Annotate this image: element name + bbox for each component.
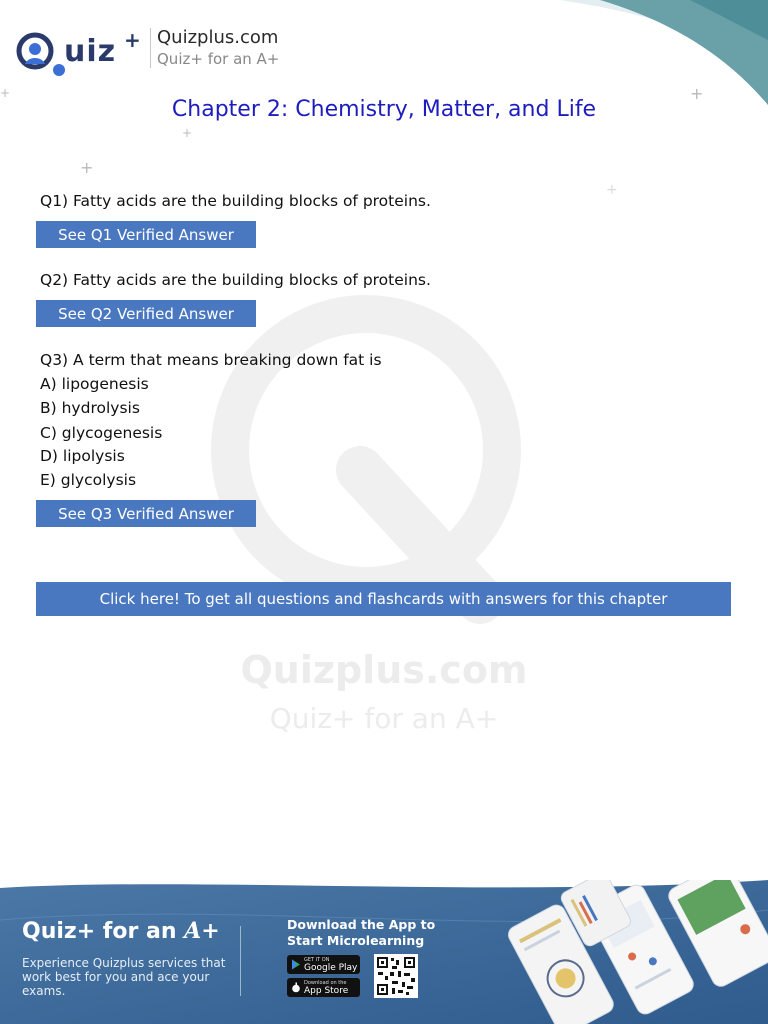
app-store-button[interactable]: [287, 978, 360, 997]
watermark-tagline: Quiz+ for an A+: [269, 702, 499, 735]
decorative-plus-icon: +: [0, 86, 11, 100]
logo-plus: +: [124, 28, 141, 52]
decorative-plus-icon: +: [80, 158, 94, 177]
question-3-option-c: C) glycogenesis: [40, 424, 163, 442]
see-q3-answer-button[interactable]: See Q3 Verified Answer: [36, 500, 256, 527]
see-q1-answer-button[interactable]: See Q1 Verified Answer: [36, 221, 256, 248]
footer-description: Experience Quizplus services that work best for you and ace your exams.: [22, 956, 226, 998]
question-3-text: Q3) A term that means breaking down fat is: [40, 351, 382, 369]
decorative-plus-icon: +: [690, 84, 704, 103]
logo-wordmark: uiz: [64, 34, 117, 69]
question-3-option-a: A) lipogenesis: [40, 375, 149, 393]
apple-icon: [291, 982, 301, 993]
see-q2-answer-button[interactable]: See Q2 Verified Answer: [36, 300, 256, 327]
footer-title-grade: A+: [184, 918, 220, 944]
decorative-plus-icon: +: [606, 182, 618, 198]
qr-code-icon[interactable]: [374, 954, 418, 998]
get-all-questions-button[interactable]: Click here! To get all questions and flashcards with answers for this chapter: [36, 582, 731, 616]
app-phones-illustration: [500, 880, 768, 1024]
footer-divider: [240, 926, 241, 996]
question-2-text: Q2) Fatty acids are the building blocks of proteins.: [40, 271, 431, 289]
app-store-label: App Store: [304, 985, 349, 996]
google-play-button[interactable]: [287, 955, 360, 974]
question-3-option-b: B) hydrolysis: [40, 399, 140, 417]
brand-tagline: Quiz+ for an A+: [157, 50, 280, 68]
google-play-icon: [291, 959, 301, 970]
brand-name[interactable]: Quizplus.com: [157, 27, 279, 48]
google-play-small-label: GET IT ON: [304, 956, 330, 963]
google-play-label: Google Play: [304, 962, 358, 973]
footer-download-text: Download the App to Start Microlearning: [287, 917, 436, 948]
question-3-option-e: E) glycolysis: [40, 471, 137, 489]
decorative-plus-icon: +: [182, 126, 193, 140]
watermark-name: Quizplus.com: [240, 648, 528, 692]
chapter-title: Chapter 2: Chemistry, Matter, and Life: [171, 97, 597, 122]
app-store-small-label: Download on the: [304, 979, 347, 986]
question-1-text: Q1) Fatty acids are the building blocks of proteins.: [40, 192, 431, 210]
footer-title: [22, 918, 220, 944]
footer-title-prefix: Quiz+ for an: [22, 919, 185, 944]
brand-divider: [150, 28, 151, 68]
question-3-option-d: D) lipolysis: [40, 447, 125, 465]
